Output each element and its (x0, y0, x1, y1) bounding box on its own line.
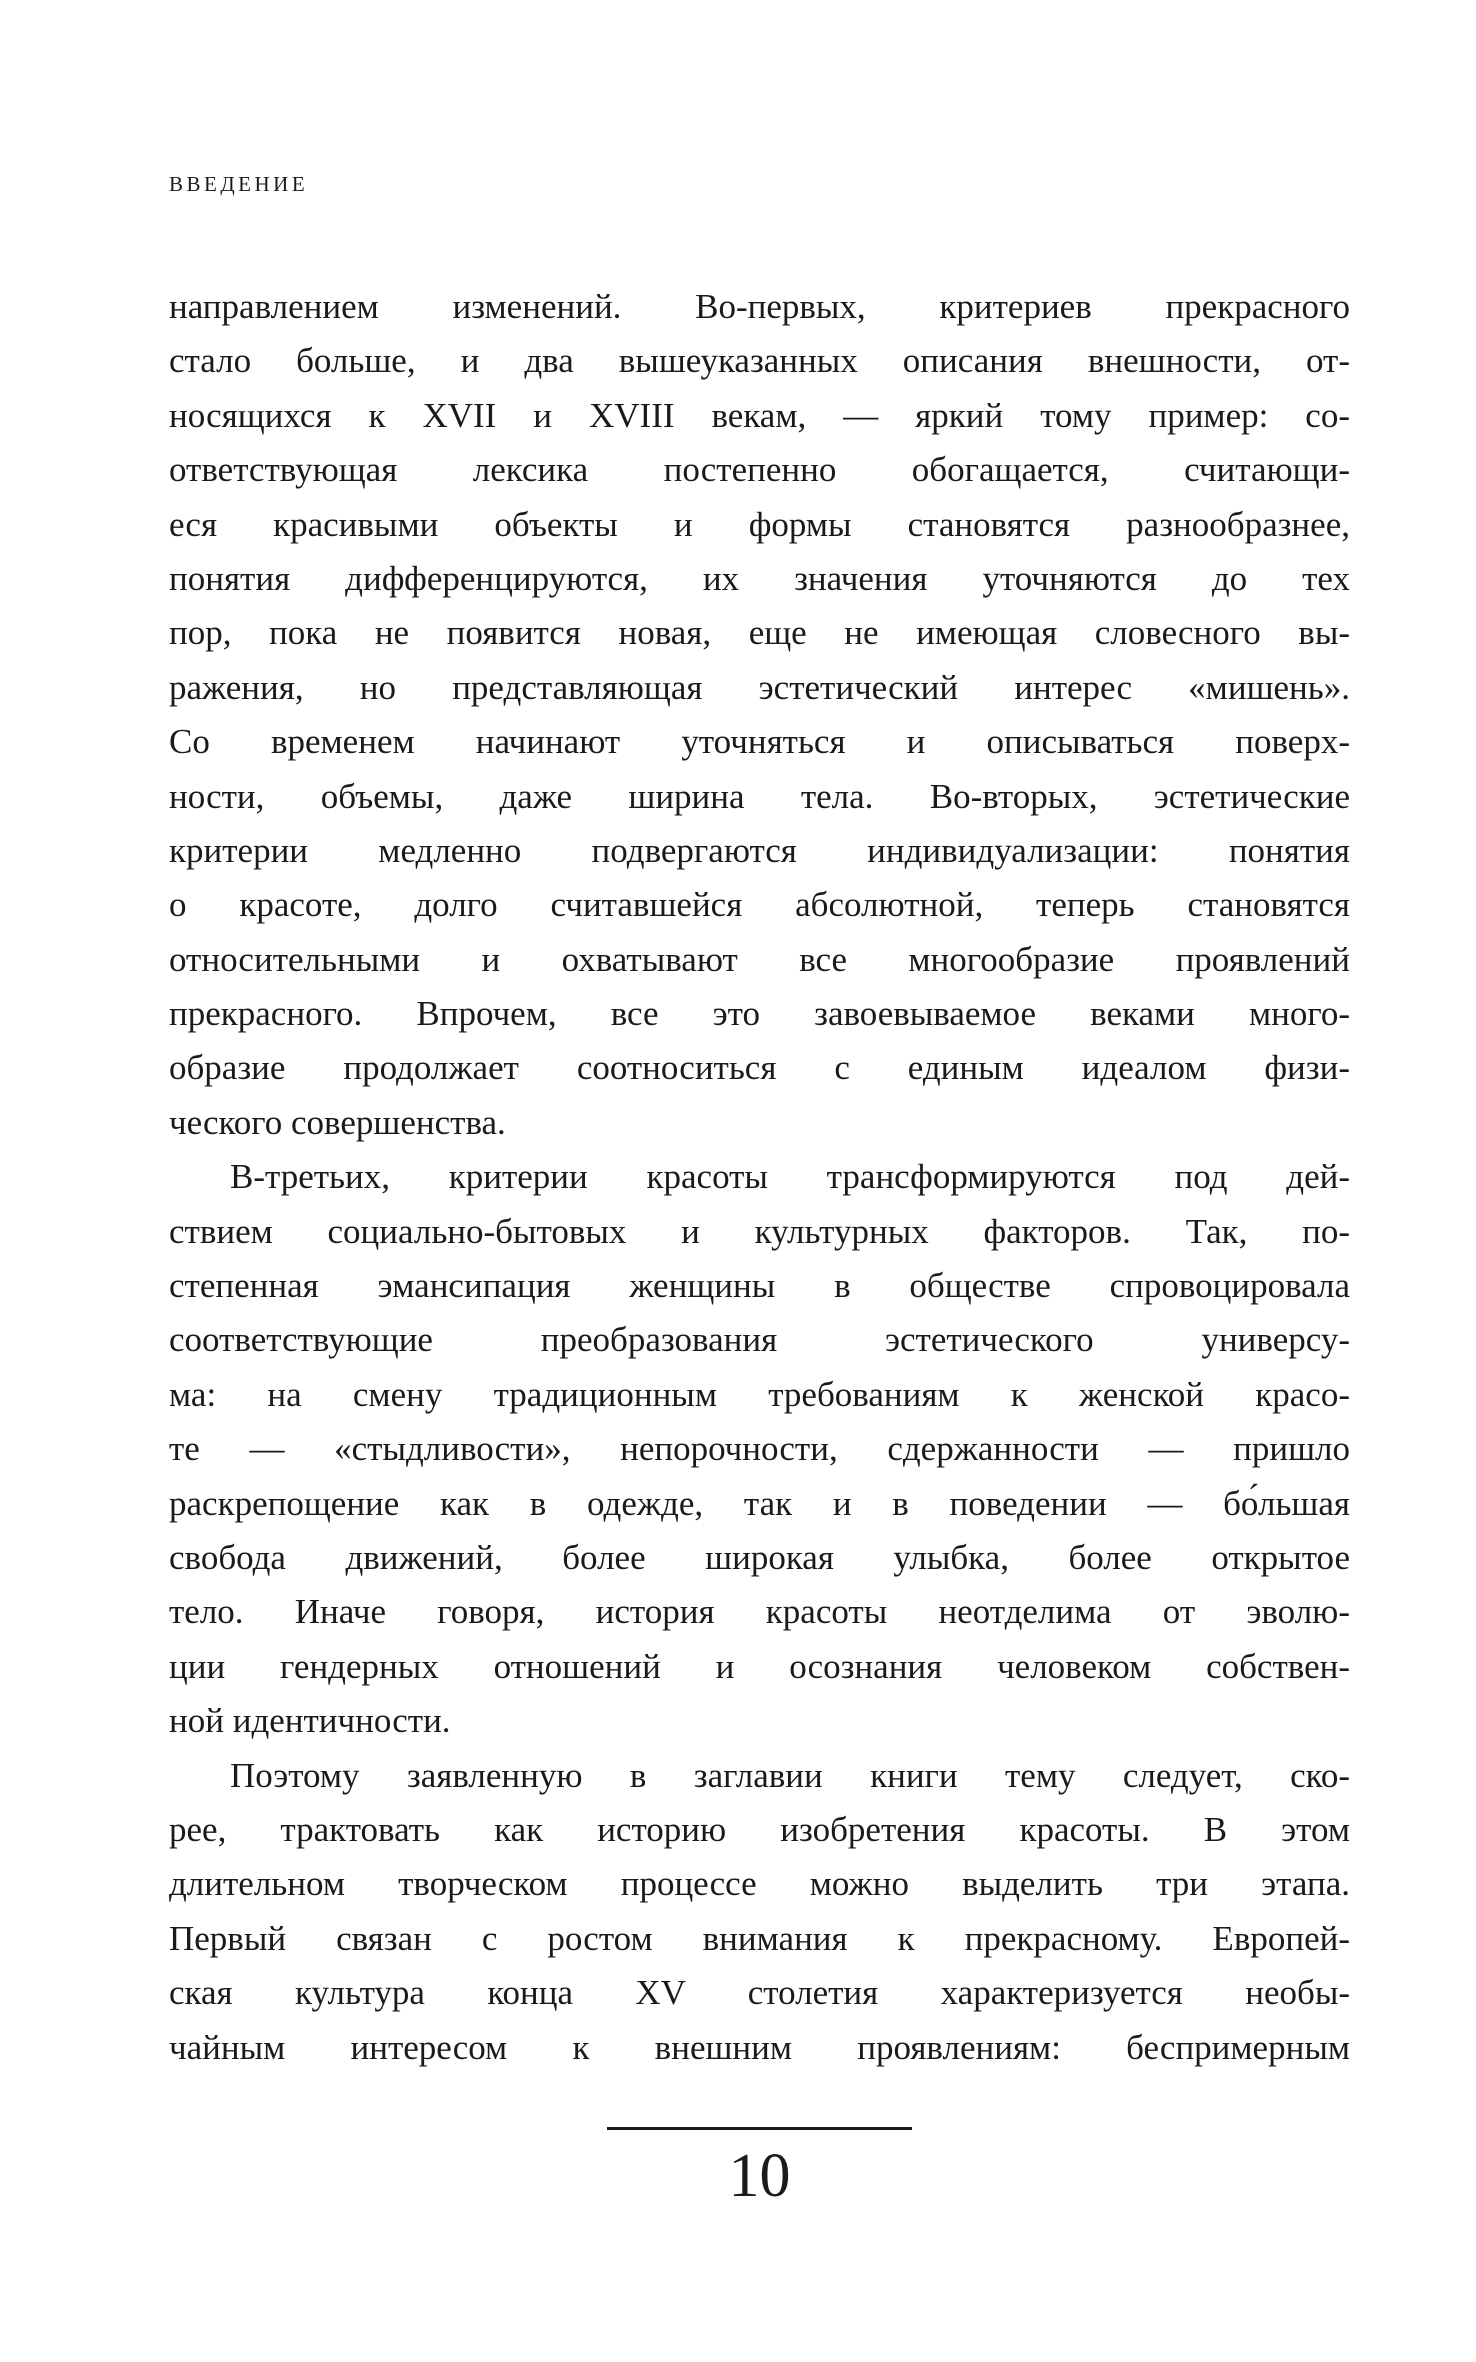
text-line: ская культура конца XV столетия характеризуется необы- (169, 1973, 1350, 2013)
text-line: ности, объемы, даже ширина тела. Во-вторых, эстетические (169, 776, 1350, 816)
text-line: пор, пока не появится новая, еще не имеющая словесного вы- (169, 613, 1350, 653)
text-line: о красоте, долго считавшейся абсолютной, теперь становятся (169, 885, 1350, 925)
text-line: образие продолжает соотноситься с единым идеалом физи- (169, 1048, 1350, 1088)
text-line: рее, трактовать как историю изобретения красоты. В этом (169, 1809, 1350, 1849)
text-line: В-третьих, критерии красоты трансформируются под дей- (230, 1157, 1350, 1197)
text-line: ствием социально-бытовых и культурных факторов. Так, по- (169, 1211, 1350, 1251)
text-line: Со временем начинают уточняться и описываться поверх- (169, 722, 1350, 762)
text-line: направлением изменений. Во-первых, критериев прекрасного (169, 287, 1350, 326)
page-number: 10 (728, 2142, 791, 2210)
text-line: степенная эмансипация женщины в обществе спровоцировала (169, 1266, 1350, 1306)
body-text (169, 280, 1350, 2075)
text-line: критерии медленно подвергаются индивидуализации: понятия (169, 830, 1350, 870)
running-header: ВВЕДЕНИЕ (169, 172, 309, 196)
footer-rule (607, 2127, 912, 2130)
text-line: чайным интересом к внешним проявлениям: беспримерным (169, 2027, 1350, 2067)
text-line: ответствующая лексика постепенно обогащается, считающи- (169, 450, 1350, 490)
text-line: Поэтому заявленную в заглавии книги тему следует, ско- (230, 1755, 1350, 1795)
text-line: Первый связан с ростом внимания к прекрасному. Европей- (169, 1918, 1350, 1958)
text-line: длительном творческом процессе можно выделить три этапа. (169, 1864, 1350, 1904)
text-line: еся красивыми объекты и формы становятся разнообразнее, (169, 504, 1350, 544)
text-line: тело. Иначе говоря, история красоты неотделима от эволю- (169, 1592, 1350, 1632)
text-line: стало больше, и два вышеуказанных описания внешности, от- (169, 341, 1350, 381)
text-line: ции гендерных отношений и осознания человеком собствен- (169, 1646, 1350, 1686)
text-line: прекрасного. Впрочем, все это завоевываемое веками много- (169, 994, 1350, 1034)
text-line: носящихся к XVII и XVIII векам, — яркий тому пример: со- (169, 395, 1350, 435)
text-line: раскрепощение как в одежде, так и в поведении — бо́льшая (169, 1483, 1350, 1523)
text-line: свобода движений, более широкая улыбка, более открытое (169, 1537, 1350, 1577)
text-line: те — «стыдливости», непорочности, сдержанности — пришло (169, 1429, 1350, 1469)
text-line: ма: на смену традиционным требованиям к женской красо- (169, 1374, 1350, 1414)
text-line: понятия дифференцируются, их значения уточняются до тех (169, 558, 1350, 598)
text-line: относительными и охватывают все многообразие проявлений (169, 939, 1350, 979)
text-line: ражения, но представляющая эстетический интерес «мишень». (169, 667, 1350, 707)
text-line: ческого совершенства. (169, 1102, 506, 1142)
text-line: соответствующие преобразования эстетического универсу- (169, 1320, 1350, 1360)
text-line: ной идентичности. (169, 1701, 451, 1741)
